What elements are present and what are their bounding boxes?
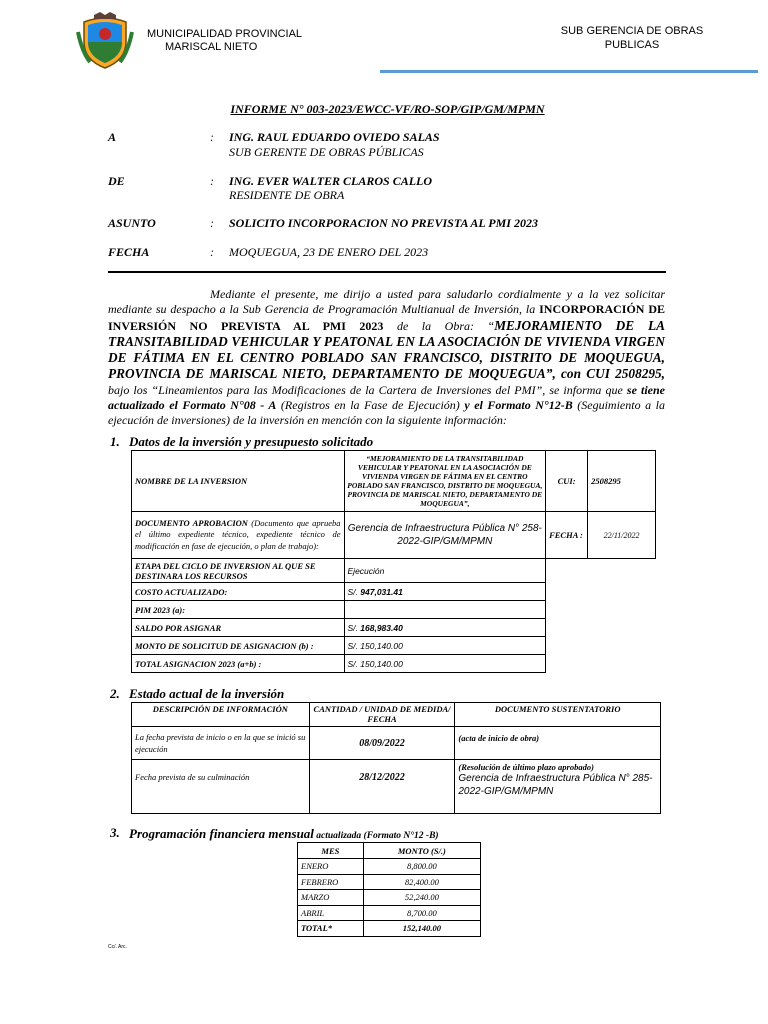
investment-status-table [131,702,661,814]
pim-label: PIM 2023 (a): [132,601,345,619]
municipal-shield-logo [76,12,134,70]
subject-label: ASUNTO [108,216,156,230]
date-value: MOQUEGUA, 23 DE ENERO DEL 2023 [229,245,429,259]
date-label: FECHA [108,245,150,259]
schedule-amount: 52,240.00 [363,890,480,906]
section2-number: 2. [110,686,120,701]
header-separator [108,271,666,273]
schedule-amount: 8,700.00 [363,905,480,921]
name-label: NOMBRE DE LA INVERSION [132,451,345,512]
monto-value: S/. 150,140.00 [344,637,546,655]
from-name: ING. EVER WALTER CLAROS CALLO [229,174,433,188]
schedule-month: FEBRERO [298,874,364,890]
saldo-label: SALDO POR ASIGNAR [132,619,345,637]
fecha-label: FECHA : [546,512,588,559]
schedule-month: MARZO [298,890,364,906]
name-value: “MEJORAMIENTO DE LA TRANSITABILIDAD VEHICULAR Y PEATONAL EN LA ASOCIACIÓN DE VIVIENDA VIRGEN DE FÁTIMA EN EL CENTRO POBLADO SAN FRANCISCO, DISTRITO DE MOQUEGUA, PROVINCIA DE MARISCAL NIETO, DEPARTAMENTO DE MOQUEGUA”, [344,451,546,512]
status-qty: 08/09/2022 [309,727,455,760]
section3-number: 3. [110,825,120,840]
doc-approval-cell: DOCUMENTO APROBACION (Documento que aprueba el último expediente técnico, expediente técnico de modificación en fase de ejecución, o plan de trabajo): [132,512,345,559]
body-paragraph: Mediante el presente, me dirijo a usted para saludarlo cordialmente y a la vez solicitar mediante su despacho a la Sub Gerencia de Programación Multianual de Inversión, la INCORPORACIÓN DE INVERSIÓN NO PREVISTA AL PMI 2023 de la Obra: “MEJORAMIENTO DE LA TRANSITABILIDAD VEHICULAR Y PEATONAL EN LA ASOCIACIÓN DE VIVIENDA VIRGEN DE FÁTIMA EN EL CENTRO POBLADO SAN FRANCISCO, DISTRITO DE MOQUEGUA, PROVINCIA DE MARISCAL NIETO, DEPARTAMENTO DE MOQUEGUA”, con CUI 2508295, bajo los “Lineamientos para las Modificaciones de la Cartera de Inversiones del PMI”, se informa que se tiene actualizado el Formato N°08 - A (Registros en la Fase de Ejecución) y el Formato N°12-B (Seguimiento a la ejecución de inversiones) de la inversión en mención con la siguiente información: [108,287,665,428]
report-title: INFORME N° 003-2023/EWCC-VF/RO-SOP/GIP/GM/MPMN [230,102,545,116]
to-label: A [108,130,117,144]
financial-schedule-table [297,842,481,937]
schedule-total-value: 152,140.00 [363,921,480,937]
table-row [132,727,661,760]
from-label: DE [108,174,125,188]
doc-approval-value: Gerencia de Infraestructura Pública N° 258-2022-GIP/GM/MPMN [344,512,546,559]
table-row [298,874,481,890]
dept-name-line1: SUB GERENCIA DE OBRAS [560,25,704,37]
schedule-month: ABRIL [298,905,364,921]
pim-value [344,601,546,619]
header-accent-line [380,70,758,73]
status-desc: Fecha prevista de su culminación [132,760,310,814]
total-value: S/. 150,140.00 [344,655,546,673]
costo-cell: S/. 947,031.41 [344,583,546,601]
org-name-line2: MARISCAL NIETO [165,41,258,53]
section2-title: Estado actual de la inversión [129,686,285,701]
dept-name-line2: PUBLICAS [604,39,660,51]
costo-label: COSTO ACTUALIZADO: [132,583,345,601]
etapa-value: Ejecución [344,559,546,583]
footer-note: Cc/. Arc. [108,944,127,950]
monto-label: MONTO DE SOLICITUD DE ASIGNACION (b) : [132,637,345,655]
table-row [298,890,481,906]
fecha-value: 22/11/2022 [588,512,656,559]
status-qty: 28/12/2022 [309,760,455,814]
schedule-month: ENERO [298,859,364,875]
date-colon: : [210,245,214,259]
status-desc: La fecha prevista de inicio o en la que se inició su ejecución [132,727,310,760]
table-row [298,905,481,921]
section1-number: 1. [110,434,120,449]
to-role: SUB GERENTE DE OBRAS PÚBLICAS [229,145,424,159]
schedule-total-label: TOTAL* [298,921,364,937]
status-doc-cell: (Resolución de último plazo aprobado) Gerencia de Infraestructura Pública N° 285-2022-GIP/GM/MPMN [455,760,661,814]
to-name: ING. RAUL EDUARDO OVIEDO SALAS [229,130,440,144]
saldo-cell: S/. 168,983.40 [344,619,546,637]
status-header-qty: CANTIDAD / UNIDAD DE MEDIDA/ FECHA [309,703,455,727]
table-row [298,859,481,875]
to-colon: : [210,130,214,144]
schedule-amount: 82,400.00 [363,874,480,890]
from-colon: : [210,174,214,188]
investment-data-table [131,450,656,673]
subject-value: SOLICITO INCORPORACION NO PREVISTA AL PMI 2023 [229,216,538,230]
schedule-header-amount: MONTO (S/.) [363,843,480,859]
table-row [132,760,661,814]
cui-value: 2508295 [588,451,656,512]
from-role: RESIDENTE DE OBRA [229,188,345,202]
status-header-desc: DESCRIPCIÓN DE INFORMACIÓN [132,703,310,727]
section3-title: Programación financiera mensual actualizada (Formato N°12 -B) [129,826,439,841]
status-header-doc: DOCUMENTO SUSTENTATORIO [455,703,661,727]
total-label: TOTAL ASIGNACION 2023 (a+b) : [132,655,345,673]
subject-colon: : [210,216,214,230]
section1-title: Datos de la inversión y presupuesto solicitado [129,434,374,449]
status-doc-cell: (acta de inicio de obra) [455,727,661,760]
etapa-label: ETAPA DEL CICLO DE INVERSION AL QUE SE DESTINARA LOS RECURSOS [132,559,345,583]
schedule-amount: 8,800.00 [363,859,480,875]
cui-label: CUI: [546,451,588,512]
schedule-header-month: MES [298,843,364,859]
org-name-line1: MUNICIPALIDAD PROVINCIAL [147,28,303,40]
